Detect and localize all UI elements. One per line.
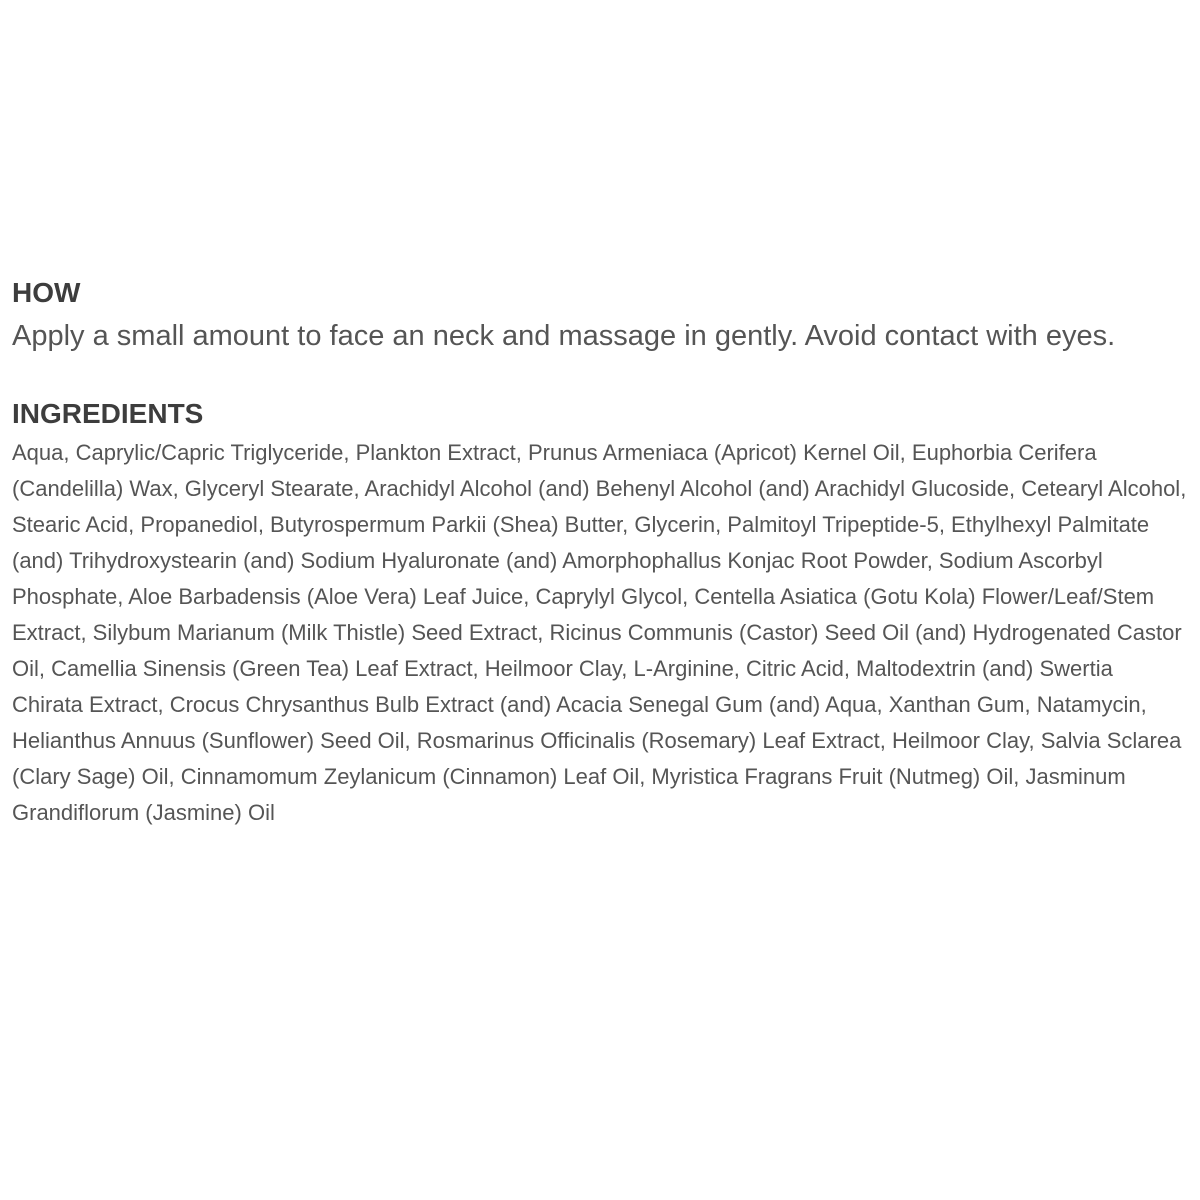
ingredients-list: Aqua, Caprylic/Capric Triglyceride, Plankton Extract, Prunus Armeniaca (Apricot) Kernel Oil, Euphorbia Cerifera (Candelilla) Wax, Glyceryl Stearate, Arachidyl Alcohol (and) Behenyl Alcohol (and) Arachidyl Glucoside, Cetearyl Alcohol, Stearic Acid, Propanediol, Butyrospermum Parkii (Shea) Butter, Glycerin, Palmitoyl Tripeptide-5, Ethylhexyl Palmitate (and) Trihydroxystearin (and) Sodium Hyaluronate (and) Amorphophallus Konjac Root Powder, Sodium Ascorbyl Phosphate, Aloe Barbadensis (Aloe Vera) Leaf Juice, Caprylyl Glycol, Centella Asiatica (Gotu Kola) Flower/Leaf/Stem Extract, Silybum Marianum (Milk Thistle) Seed Extract, Ricinus Communis (Castor) Seed Oil (and) Hydrogenated Castor Oil, Camellia Sinensis (Green Tea) Leaf Extract, Heilmoor Clay, L-Arginine, Citric Acid, Maltodextrin (and) Swertia Chirata Extract, Crocus Chrysanthus Bulb Extract (and) Acacia Senegal Gum (and) Aqua, Xanthan Gum, Natamycin, Helianthus Annuus (Sunflower) Seed Oil, Rosmarinus Officinalis (Rosemary) Leaf Extract, Heilmoor Clay, Salvia Sclarea (Clary Sage) Oil, Cinnamomum Zeylanicum (Cinnamon) Leaf Oil, Myristica Fragrans Fruit (Nutmeg) Oil, Jasminum Grandiflorum (Jasmine) Oil — [12, 440, 1187, 825]
how-section — [12, 276, 1188, 359]
ingredients-section — [12, 397, 1188, 831]
product-details — [12, 276, 1188, 831]
how-instructions: Apply a small amount to face an neck and massage in gently. Avoid contact with eyes. — [12, 320, 1116, 352]
ingredients-heading: INGREDIENTS — [12, 398, 204, 429]
how-heading: HOW — [12, 277, 81, 308]
